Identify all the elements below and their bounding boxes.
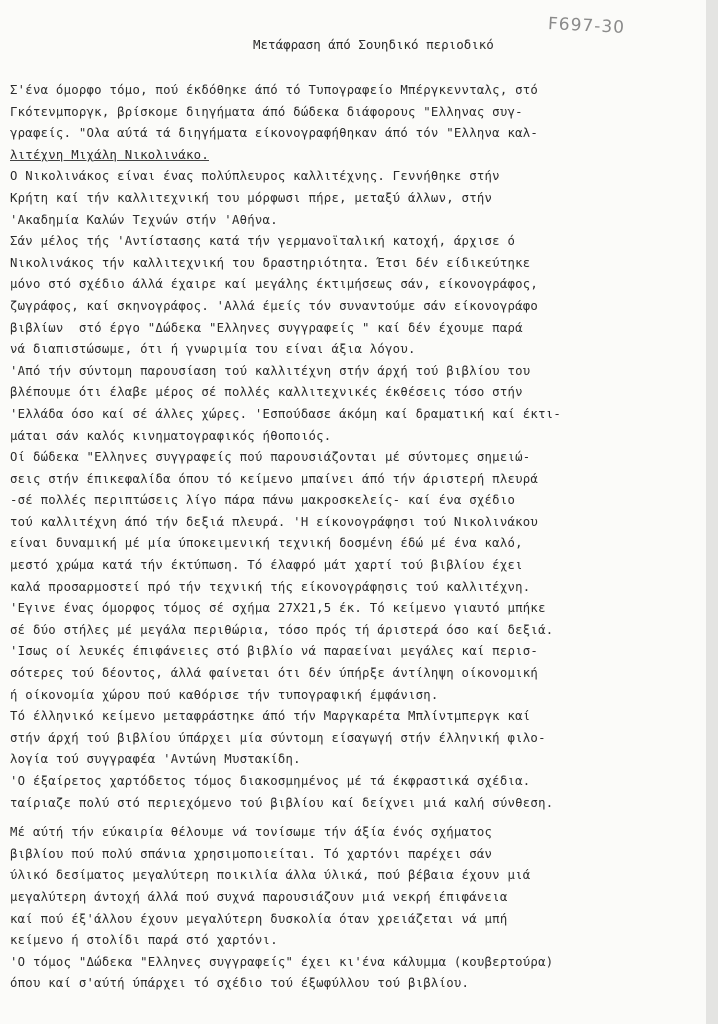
text-line: καί πού έξ'άλλου έχουν μεγαλύτερη δυσκολία όταν χρειάζεται νά μπή bbox=[10, 911, 508, 926]
text-line: 'Ελλάδα όσο καί σέ άλλες χώρες. 'Εσπούδασε άκόμη καί δραματική καί έκτι- bbox=[10, 406, 562, 421]
text-line: μάται σάν καλός κινηματογραφικός ήθοποιός. bbox=[10, 428, 332, 443]
text-line: Σάν μέλος τής 'Αντίστασης κατά τήν γερμανοϊταλική κατοχή, άρχισε ό bbox=[10, 234, 516, 249]
text-line: μεγαλύτερη άντοχή άλλά πού συχνά παρουσιάζουν μιά νεκρή έπιφάνεια bbox=[10, 889, 508, 904]
text-line: -σέ πολλές περιπτώσεις λίγο πάρα πάνω μακροσκελείς- καί ένα σχέδιο bbox=[10, 493, 516, 508]
text-line: 'Εγινε ένας όμορφος τόμος σέ σχήμα 27Χ21,5 έκ. Τό κείμενο γιαυτό μπήκε bbox=[10, 601, 546, 616]
text-line: ή οίκονομία χώρου πού καθόρισε τήν τυπογραφική έμφάνιση. bbox=[10, 687, 439, 702]
text-line: λιτέχνη Μιχάλη Νικολινάκο. bbox=[10, 147, 209, 162]
text-line: Οί δώδεκα "Ελληνες συγγραφείς πού παρουσιάζονται μέ σύντομες σημειώ- bbox=[10, 450, 531, 465]
text-line: Τό έλληνικό κείμενο μεταφράστηκε άπό τήν Μαργκαρέτα Μπλίντμπεργκ καί bbox=[10, 709, 531, 724]
text-line: γραφείς. "Ολα αύτά τά διηγήματα είκονογραφήθηκαν άπό τόν "Ελληνα καλ- bbox=[10, 126, 539, 141]
text-line: Νικολινάκος τήν καλλιτεχνική του δραστηριότητα. Έτσι δέν είδικεύτηκε bbox=[10, 255, 531, 270]
document-title: Μετάφραση άπό Σουηδικό περιοδικό bbox=[253, 37, 494, 52]
text-line: Ο Νικολινάκος είναι ένας πολύπλευρος καλλιτέχνης. Γεννήθηκε στήν bbox=[10, 169, 500, 184]
text-line: καλά προσαρμοστεί πρό τήν τεχνική τής είκονογράφησις τού καλλιτέχνη. bbox=[10, 579, 531, 594]
text-line: ζωγράφος, καί σκηνογράφος. 'Αλλά έμείς τόν συναντούμε σάν είκονογράφο bbox=[10, 298, 539, 313]
text-line: ύλικό δεσίματος μεγαλύτερη ποικιλία άλλα ύλικά, πού βέβαια έχουν μιά bbox=[10, 868, 531, 883]
text-line: 'Ο τόμος "Δώδεκα "Ελληνες συγγραφείς" έχει κι'ένα κάλυμμα (κουβερτούρα) bbox=[10, 954, 554, 969]
text-line: λογία τού συγγραφέα 'Αντώνη Μυστακίδη. bbox=[10, 752, 301, 767]
text-line: σεις στήν έπικεφαλίδα όπου τό κείμενο μπαίνει άπό τήν άριστερή πλευρά bbox=[10, 471, 539, 486]
text-line: Μέ αύτή τήν εύκαιρία θέλουμε νά τονίσωμε τήν άξία ένός σχήματος bbox=[10, 825, 493, 840]
text-line: 'Ο έξαίρετος χαρτόδετος τόμος διακοσμημένος μέ τά έκφραστικά σχέδια. bbox=[10, 774, 531, 788]
text-line: βλέπουμε ότι έλαβε μέρος σέ πολλές καλλιτεχνικές έκθέσεις τόσο στήν bbox=[10, 385, 523, 400]
paragraph-gap bbox=[10, 814, 700, 822]
text-line: βιβλίου πού πολύ σπάνια χρησιμοποιείται. Τό χαρτόνι παρέχει σάν bbox=[10, 846, 493, 861]
page-edge bbox=[706, 0, 718, 1024]
text-line: στήν άρχή τού βιβλίου ύπάρχει μία σύντομη είσαγωγή στήν έλληνική φιλο- bbox=[10, 730, 546, 745]
handwritten-reference: F697-30 bbox=[547, 13, 626, 39]
text-line: μόνο στό σχέδιο άλλά έχαιρε καί μεγάλης έκτιμήσεως σάν, είκονογράφος, bbox=[10, 277, 539, 292]
text-line: 'Από τήν σύντομη παρουσίαση τού καλλιτέχνη στήν άρχή τού βιβλίου του bbox=[10, 363, 531, 378]
document-body bbox=[10, 80, 700, 995]
text-line: Σ'ένα όμορφο τόμο, πού έκδόθηκε άπό τό Τυπογραφείο Μπέργκεννταλς, στό bbox=[10, 83, 539, 97]
text-line: όπου καί σ'αύτή ύπάρχει τό σχέδιο τού έξωφύλλου τού βιβλίου. bbox=[10, 976, 470, 991]
text-line: 'Ακαδημία Καλών Τεχνών στήν 'Αθήνα. bbox=[10, 212, 278, 227]
text-line: μεστό χρώμα κατά τήν έκτύπωση. Τό έλαφρό μάτ χαρτί τού βιβλίου έχει bbox=[10, 558, 523, 573]
text-line: είναι δυναμική μέ μία ύποκειμενική τεχνική δοσμένη έδώ μέ ένα καλό, bbox=[10, 536, 523, 551]
text-line: κείμενο ή στολίδι παρά στό χαρτόνι. bbox=[10, 933, 278, 948]
text-line: σέ δύο στήλες μέ μεγάλα περιθώρια, τόσο πρός τή άριστερά όσο καί δεξιά. bbox=[10, 622, 554, 637]
text-line: 'Ισως οί λευκές έπιφάνειες στό βιβλίο νά παραείναι μεγάλες καί περισ- bbox=[10, 644, 539, 659]
text-line: τού καλλιτέχνη άπό τήν δεξιά πλευρά. 'Η είκονογράφησι τού Νικολινάκου bbox=[10, 514, 539, 529]
text-line: νά διαπιστώσωμε, ότι ή γνωριμία του είναι άξια λόγου. bbox=[10, 342, 416, 357]
text-line: βιβλίων στό έργο "Δώδεκα "Ελληνες συγγραφείς " καί δέν έχουμε παρά bbox=[10, 320, 523, 335]
text-line: σότερες τού δέοντος, άλλά φαίνεται ότι δέν ύπήρξε άντίληψη οίκονομική bbox=[10, 666, 539, 681]
text-line: Γκότενμποργκ, βρίσκομε διηγήματα άπό δώδεκα διάφορους "Ελληνας συγ- bbox=[10, 104, 523, 119]
text-line: ταίριαζε πολύ στό περιεχόμενο τού βιβλίου καί δείχνει μιά καλή σύνθεση. bbox=[10, 795, 554, 810]
text-line: Κρήτη καί τήν καλλιτεχνική του μόρφωσι πήρε, μεταξύ άλλων, στήν bbox=[10, 190, 493, 205]
